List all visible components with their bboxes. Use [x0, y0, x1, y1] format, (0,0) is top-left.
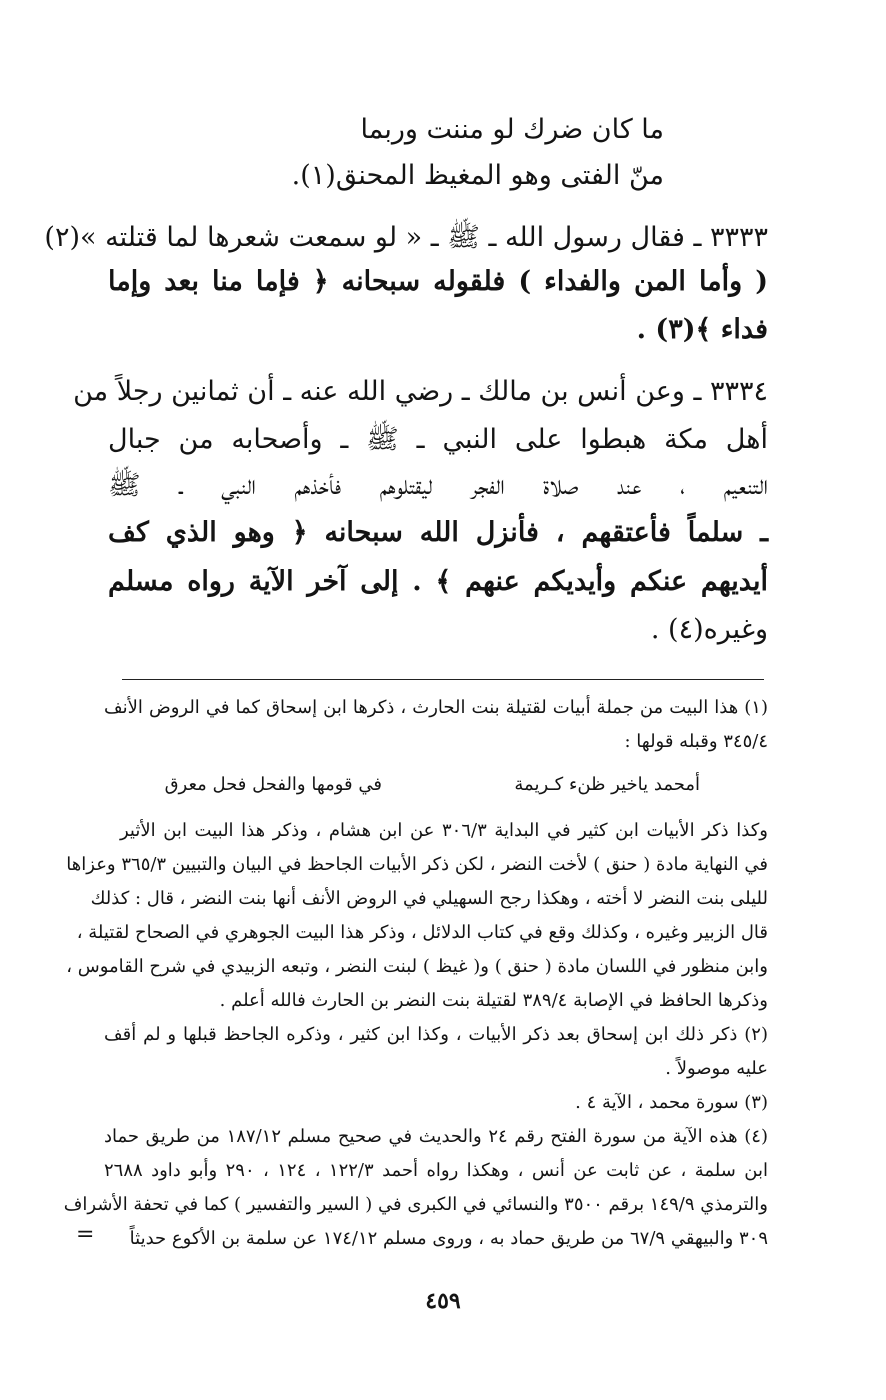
footnote-1-cont-line-3: لليلى بنت النضر لا أخته ، وهكذا رجح السهيلي في الروض الأنف أنها بنت النضر ، قال : كذلك: [90, 888, 768, 909]
verse-hemistich-left: في قومها والفحل فحل معرق: [164, 774, 382, 795]
verse-hemistich-right: أمحمد ياخير ظنء كـريمة: [514, 774, 700, 795]
footnote-1-cont-line-2: في النهاية مادة ( حنق ) لأخت النضر ، لكن ذكر الأبيات الجاحظ في البيان والتبيين ٣٦٥/٣ وعزاها: [66, 854, 768, 875]
continuation-mark: =: [76, 1222, 95, 1247]
footnote-separator: [122, 679, 764, 680]
entry-3333-line-1: ٣٣٣٣ ـ فقال رسول الله ـ ﷺ ـ « لو سمعت شعرها لما قتلته »(٢): [44, 222, 768, 253]
entry-3334-line-6: وغيره(٤) .: [650, 614, 768, 645]
entry-3334-line-5: أيديهم عنكم وأيديكم عنهم ﴾ . إلى آخر الآية رواه مسلم: [108, 566, 768, 597]
footnote-1-cont-line-1: وكذا ذكر الأبيات ابن كثير في البداية ٣٠٦/٣ عن ابن هشام ، وذكر هذا البيت ابن الأثير: [120, 820, 768, 841]
poem-line-1: ما كان ضرك لو مننت وربما: [360, 114, 664, 145]
footnote-4-line-1: (٤) هذه الآية من سورة الفتح رقم ٢٤ والحديث في صحيح مسلم ١٨٧/١٢ من طريق حماد: [104, 1126, 768, 1147]
page-number: ٤٥٩: [425, 1288, 461, 1314]
entry-3334-line-2: أهل مكة هبطوا على النبي ـ ﷺ ـ وأصحابه من جبال: [108, 424, 768, 455]
entry-3334-line-1: ٣٣٣٤ ـ وعن أنس بن مالك ـ رضي الله عنه ـ أن ثمانين رجلاً من: [73, 376, 768, 407]
entry-3333-line-2: ( وأما المن والفداء ) فلقوله سبحانه ﴿ فإما منا بعد وإما: [108, 266, 768, 297]
footnote-3: (٣) سورة محمد ، الآية ٤ .: [575, 1092, 768, 1113]
footnote-1-cont-line-6: وذكرها الحافظ في الإصابة ٣٨٩/٤ لقتيلة بنت النضر بن الحارث فالله أعلم .: [219, 990, 768, 1011]
footnote-2-line-1: (٢) ذكر ذلك ابن إسحاق بعد ذكر الأبيات ، وكذا ابن كثير ، وذكره الجاحظ قبلها و لم أقف: [104, 1024, 768, 1045]
entry-3333-line-3: فداء ﴾(٣) .: [636, 314, 768, 345]
footnote-4-line-2: ابن سلمة ، عن ثابت عن أنس ، وهكذا رواه أحمد ١٢٢/٣ ، ١٢٤ ، ٢٩٠ وأبو داود ٢٦٨٨: [104, 1160, 768, 1181]
footnote-1-line-2: ٣٤٥/٤ وقبله قولها :: [624, 731, 768, 752]
footnote-1-cont-line-5: وابن منظور في اللسان مادة ( حنق ) و( غيظ ) لبنت النضر ، وتبعه الزبيدي في شرح القاموس ،: [66, 956, 768, 977]
entry-3334-line-4: ـ سلماً فأعتقهم ، فأنزل الله سبحانه ﴿ وهو الذي كف: [108, 517, 768, 548]
footnote-4-line-3: والترمذي ١٤٩/٩ برقم ٣٥٠٠ والنسائي في الكبرى في ( السير والتفسير ) كما في تحفة الأشراف: [63, 1194, 768, 1215]
poem-line-2: منّ الفتى وهو المغيظ المحنق(١).: [291, 160, 664, 191]
entry-3334-line-3: التنعيم ، عند صلاة الفجر ليقتلوهم فأخذهم النبي ـ ﷺ: [108, 470, 768, 501]
footnote-1-line-1: (١) هذا البيت من جملة أبيات لقتيلة بنت الحارث ، ذكرها ابن إسحاق كما في الروض الأنف: [104, 697, 768, 718]
footnote-4-line-4: ٣٠٩ والبيهقي ٦٧/٩ من طريق حماد به ، وروى مسلم ١٧٤/١٢ عن سلمة بن الأكوع حديثاً: [129, 1228, 768, 1249]
footnote-2-line-2: عليه موصولاً .: [665, 1058, 768, 1079]
footnote-1-cont-line-4: قال الزبير وغيره ، وكذلك وقع في كتاب الدلائل ، وذكر هذا البيت الجوهري في الصحاح لقتيلة ،: [76, 922, 768, 943]
